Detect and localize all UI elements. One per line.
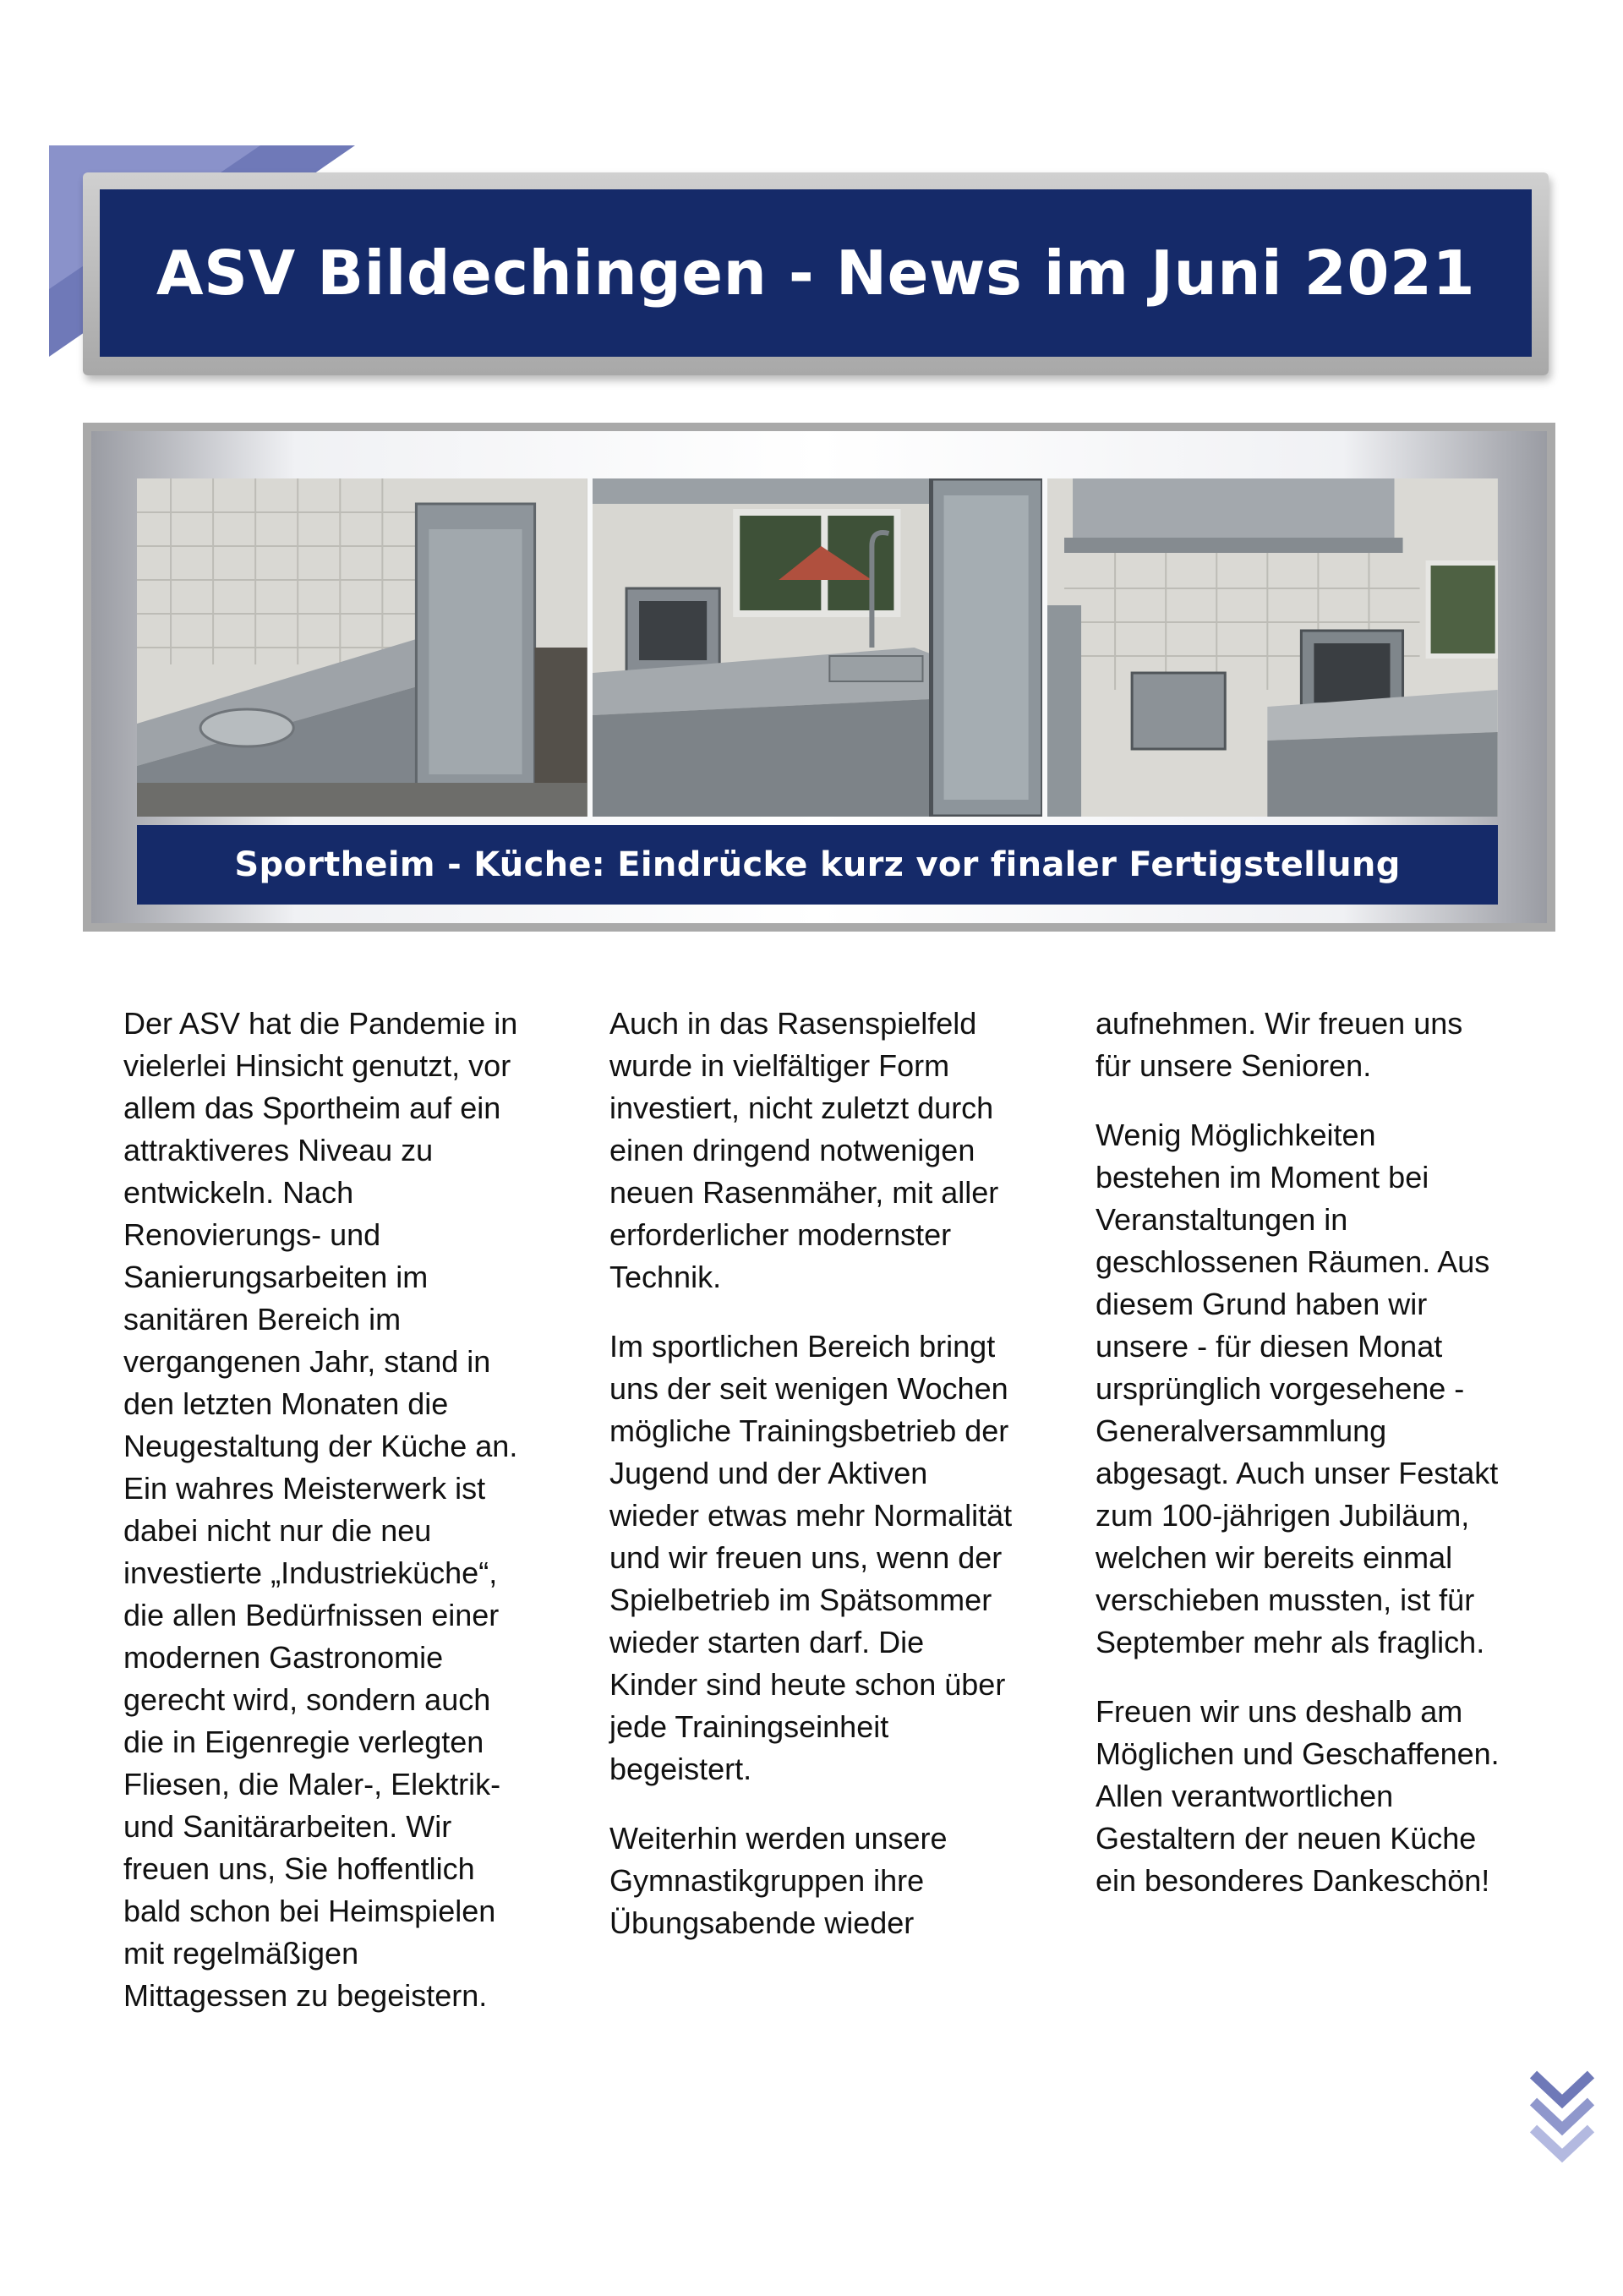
chevron-down-icon (1528, 2069, 1596, 2171)
article-paragraph: Im sportlichen Bereich bringt uns der seit wenigen Wochen mögliche Trainingsbetrieb der Jugend und der Aktiven wieder etwas mehr Normalität und wir freuen uns, wenn der Spielbetrieb im Spätsommer wieder starten darf. Die Kinder sind heute schon über jede Trainingseinheit begeistert. (609, 1329, 1013, 1786)
page-title: ASV Bildechingen - News im Juni 2021 (156, 238, 1476, 309)
article-column-3 (1096, 1003, 1501, 2044)
gallery-caption: Sportheim - Küche: Eindrücke kurz vor finaler Fertigstellung (234, 845, 1401, 884)
photo-gallery (83, 423, 1555, 932)
article-column-1 (123, 1003, 529, 2044)
title-banner (83, 172, 1549, 375)
kitchen-photo-1 (137, 478, 587, 817)
kitchen-photo-1-image (137, 478, 587, 817)
article-paragraph: Wenig Möglichkeiten bestehen im Moment bei Veranstaltungen in geschlossenen Räumen. Aus diesem Grund haben wir unsere - für diesen Monat ursprünglich vorgesehene - Generalversammlung abgesagt. Auch unser Festakt zum 100-jährigen Jubiläum, welchen wir bereits einmal verschieben mussten, ist für September mehr als fraglich. (1096, 1118, 1499, 1659)
article-paragraph: Auch in das Rasenspielfeld wurde in vielfältiger Form investiert, nicht zuletzt durch einen dringend notwenigen neuen Rasenmäher, mit aller erforderlicher modernster Technik. (609, 1006, 999, 1294)
kitchen-photo-2 (593, 478, 1043, 817)
article-paragraph: Weiterhin werden unsere Gymnastikgruppen ihre Übungsabende wieder (609, 1821, 948, 1940)
photo-strip (137, 478, 1498, 817)
article-column-2 (609, 1003, 1015, 2044)
gallery-caption-band (137, 825, 1498, 905)
kitchen-photo-2-image (593, 478, 1043, 817)
article-paragraph: Der ASV hat die Pandemie in vielerlei Hinsicht genutzt, vor allem das Sportheim auf ein attraktiveres Niveau zu entwickeln. Nach Renovierungs- und Sanierungsarbeiten im sanitären Bereich im vergangenen Jahr, stand in den letzten Monaten die Neugestaltung der Küche an. Ein wahres Meisterwerk ist dabei nicht nur die neu investierte „Industrieküche“, die allen Bedürfnissen einer modernen Gastronomie gerecht wird, sondern auch die in Eigenregie verlegten Fliesen, die Maler-, Elektrik- und Sanitärarbeiten. Wir freuen uns, Sie hoffentlich bald schon bei Heimspielen mit regelmäßigen Mittagessen zu begeistern. (123, 1006, 518, 2013)
title-band (100, 189, 1532, 357)
kitchen-photo-3 (1047, 478, 1498, 817)
article-paragraph: aufnehmen. Wir freuen uns für unsere Senioren. (1096, 1006, 1463, 1083)
article-columns (123, 1003, 1501, 2044)
kitchen-photo-3-image (1047, 478, 1498, 817)
article-paragraph: Freuen wir uns deshalb am Möglichen und Geschaffenen. Allen verantwortlichen Gestaltern der neuen Küche ein besonderes Dankeschön! (1096, 1694, 1500, 1898)
